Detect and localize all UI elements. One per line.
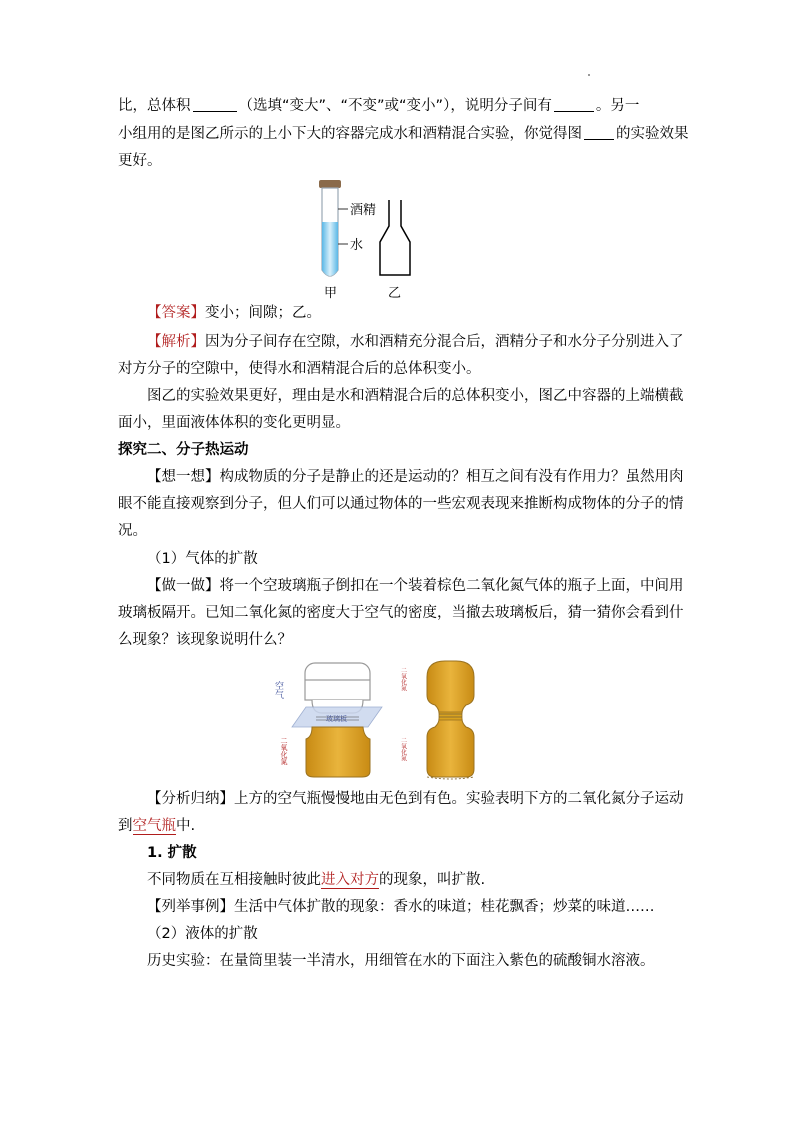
analysis-line-1: 【解析】因为分子间存在空隙，水和酒精充分混合后，酒精分子和水分子分别进入了 (147, 334, 684, 350)
subheading-gas: （1）气体的扩散 (147, 551, 258, 567)
analysis-line-4: 面小，里面液体体积的变化更明显。 (118, 415, 350, 431)
label-alcohol: 酒精 (350, 203, 377, 218)
corner-mark (588, 74, 590, 76)
label-no2-top: 二氧化氮 (399, 667, 407, 691)
answer-tag: 【答案】 (147, 305, 205, 321)
summary-line-2: 到空气瓶中. (118, 818, 196, 834)
underlined-enter-each-other: 进入对方 (321, 872, 379, 888)
analysis-line-3: 图乙的实验效果更好，理由是水和酒精混合后的总体积变小，图乙中容器的上端横截 (147, 388, 684, 404)
subheading-liquid: （2）液体的扩散 (147, 926, 258, 942)
tube-stopper (319, 180, 341, 188)
blank-gap[interactable] (554, 97, 594, 112)
think-line-3: 况。 (118, 523, 147, 539)
no2-bottle-lower (427, 719, 474, 777)
narrow-neck-bottle (380, 200, 410, 275)
tube-water (322, 222, 338, 276)
question-line-2: 小组用的是图乙所示的上小下大的容器完成水和酒精混合实验，你觉得图 的实验效果 (118, 126, 689, 142)
label-no2-bottom: 二氧化氮 (399, 737, 407, 761)
answer-line: 【答案】变小；间隙；乙。 (147, 305, 321, 321)
label-no2-left: 二氧化氮 (280, 737, 288, 765)
no2-bottle-upper (427, 661, 474, 713)
label-air: 空气 (273, 681, 283, 699)
analysis-tag: 【解析】 (147, 334, 205, 350)
summary-line-1: 【分析归纳】上方的空气瓶慢慢地由无色到有色。实验表明下方的二氧化氮分子运动 (147, 791, 684, 807)
question-line-1: 比，总体积 （选填“变大”、“不变”或“变小”），说明分子间有 。另一 (118, 98, 640, 114)
do-line-2: 玻璃板隔开。已知二氧化氮的密度大于空气的密度，当撤去玻璃板后，猜一猜你会看到什 (118, 605, 684, 621)
no2-bottle-bottom (306, 727, 370, 777)
history-line: 历史实验：在量筒里装一半清水，用细管在水的下面注入紫色的硫酸铜水溶液。 (147, 953, 655, 969)
question-line-3: 更好。 (118, 153, 162, 169)
blank-figure[interactable] (584, 125, 614, 140)
do-line-3: 么现象？该现象说明什么？ (118, 632, 292, 648)
think-line-2: 眼不能直接观察到分子，但人们可以通过物体的一些宏观表现来推断构成物体的分子的情 (118, 496, 684, 512)
point-diffusion: 1. 扩散 (147, 845, 197, 861)
label-jia: 甲 (324, 286, 338, 301)
label-water: 水 (350, 238, 364, 253)
blank-volume[interactable] (193, 97, 237, 112)
figure-test-tube-bottle (300, 178, 430, 302)
underlined-air-bottle: 空气瓶 (132, 818, 176, 834)
example-line: 【列举事例】生活中气体扩散的现象：香水的味道；桂花飘香；炒菜的味道…… (147, 899, 655, 915)
think-line-1: 【想一想】构成物质的分子是静止的还是运动的？相互之间有没有作用力？虽然用肉 (147, 469, 684, 485)
label-board: 玻璃板 (326, 715, 347, 723)
definition-line: 不同物质在互相接触时彼此进入对方的现象，叫扩散. (147, 872, 486, 888)
analysis-line-2: 对方分子的空隙中，使得水和酒精混合后的总体积变小。 (118, 361, 481, 377)
section-heading: 探究二、分子热运动 (118, 442, 249, 458)
label-yi: 乙 (388, 286, 402, 301)
figure-gas-diffusion (270, 655, 500, 780)
do-line-1: 【做一做】将一个空玻璃瓶子倒扣在一个装着棕色二氧化氮气体的瓶子上面，中间用 (147, 578, 684, 594)
